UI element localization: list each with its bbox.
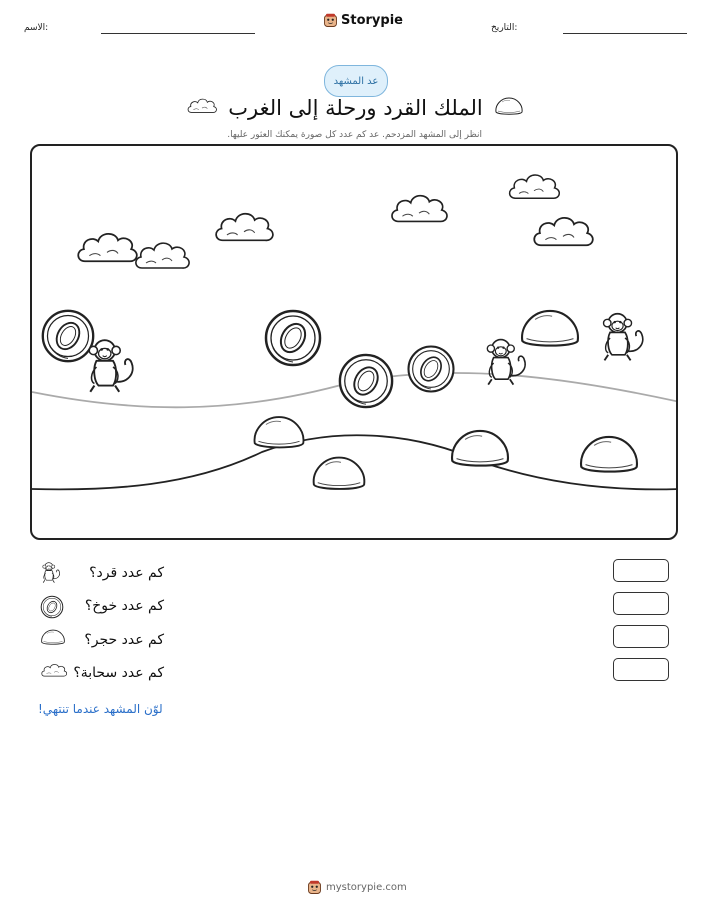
- cloud: [510, 175, 560, 198]
- stone: [522, 311, 578, 346]
- cloud: [392, 196, 447, 222]
- stone-icon: [40, 628, 66, 646]
- stone: [314, 458, 365, 489]
- question-cloud: كم عدد سحابة؟: [73, 665, 164, 681]
- answer-box-stone[interactable]: [613, 625, 669, 648]
- title-stone-icon: [494, 96, 524, 116]
- monkey: [487, 340, 525, 385]
- storypie-logo-icon: [323, 13, 338, 28]
- title-cloud-icon: [186, 95, 218, 117]
- answer-box-cloud[interactable]: [613, 658, 669, 681]
- name-label: الاسم:: [24, 23, 49, 33]
- question-monkey: كم عدد قرد؟: [89, 565, 164, 581]
- cloud-icon: [40, 661, 68, 680]
- activity-badge: عد المشهد: [324, 65, 388, 97]
- answer-box-monkey[interactable]: [613, 559, 669, 582]
- scene-drawing: [32, 146, 678, 540]
- footer-site[interactable]: mystorypie.com: [326, 882, 407, 893]
- stone: [581, 437, 637, 472]
- stone: [255, 417, 304, 447]
- peach: [409, 347, 454, 392]
- cloud: [534, 218, 593, 245]
- name-line[interactable]: [101, 33, 255, 34]
- monkey-icon: [40, 561, 64, 585]
- stone: [452, 431, 508, 466]
- peach-icon: [40, 595, 64, 619]
- brand-name: Storypie: [341, 13, 403, 28]
- instructions: انظر إلى المشهد المزدحم. عد كم عدد كل صورة يمكنك العثور عليها.: [227, 130, 482, 140]
- peach: [266, 311, 320, 365]
- date-line[interactable]: [563, 33, 687, 34]
- monkey: [89, 340, 132, 392]
- monkey: [604, 314, 643, 361]
- brand-logo: [323, 13, 403, 28]
- answer-box-peach[interactable]: [613, 592, 669, 615]
- question-peach: كم عدد خوخ؟: [84, 598, 164, 614]
- cloud: [78, 234, 137, 261]
- date-label: التاريخ:: [491, 23, 518, 33]
- cloud: [216, 214, 273, 241]
- storypie-logo-icon: [307, 880, 322, 895]
- page-title: الملك القرد ورحلة إلى الغرب: [228, 96, 483, 120]
- footer: [307, 880, 407, 895]
- question-stone: كم عدد حجر؟: [84, 632, 164, 648]
- peach: [340, 355, 392, 407]
- peach: [43, 311, 93, 361]
- counting-scene: [30, 144, 678, 540]
- coloring-instruction: لوّن المشهد عندما تنتهي!: [38, 702, 163, 716]
- cloud: [136, 243, 189, 268]
